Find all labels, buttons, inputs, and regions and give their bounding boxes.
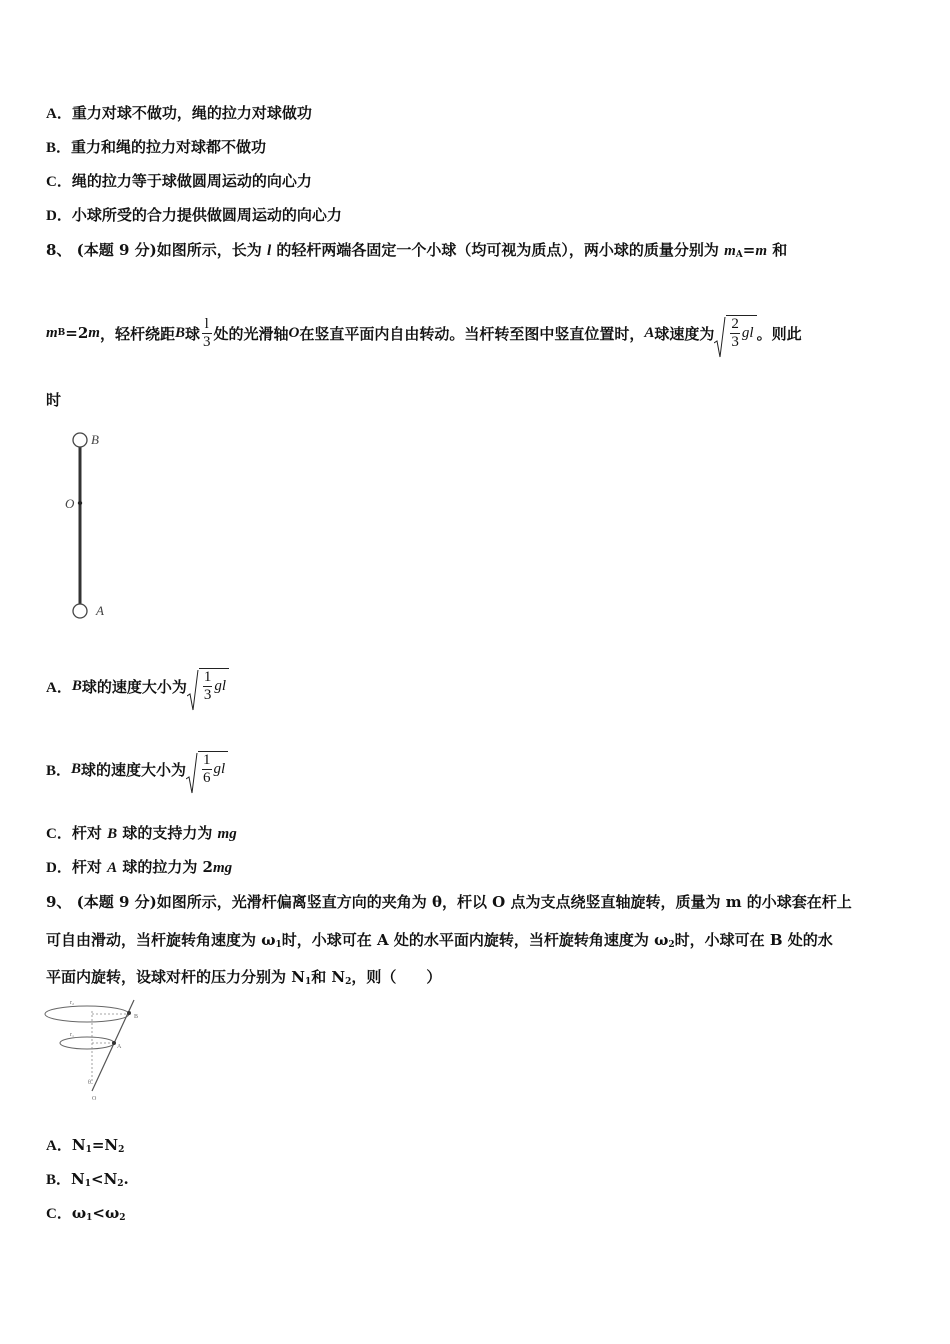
q9-option-a: A．$N_1=N_2$ <box>46 1136 125 1155</box>
q8-stem-line-3: 时 <box>46 391 62 409</box>
radical-sign-icon <box>187 670 199 712</box>
q7-option-c: C．绳的拉力等于球做圆周运动的向心力 <box>46 172 312 190</box>
pivot-o-icon <box>78 501 82 505</box>
q7-option-d: D．小球所受的合力提供做圆周运动的向心力 <box>46 206 342 224</box>
ball-at-b-icon <box>127 1011 131 1015</box>
q9-stem-line-2: 可自由滑动，当杆旋转角速度为 $\omega_1$时，小球可在 A 处的水平面内旋转，当杆旋转角速度为 $\omega_2$时，小球可在 B 处的水 <box>46 931 833 950</box>
q9-option-c: C．$\omega_1<\omega_2$ <box>46 1204 126 1223</box>
label-r1: r₁ <box>70 1032 75 1038</box>
fraction-l-over-3: $\frac{l}{3}$ <box>203 315 211 350</box>
q7-option-a: A．重力对球不做功，绳的拉力对球做功 <box>46 104 312 122</box>
q8-rod-figure <box>62 428 122 624</box>
label-theta: θ <box>88 1080 91 1086</box>
q8-option-b: B． B 球的速度大小为 $\frac{1}{6}$ gl <box>46 740 228 798</box>
label-o: O <box>65 496 75 511</box>
q7-option-b: B．重力和绳的拉力对球都不做功 <box>46 138 267 156</box>
q9-option-b: B．$N_1<N_2$. <box>46 1170 129 1189</box>
sqrt-2-3-gl: $\frac{2}{3}$ gl <box>714 315 756 351</box>
label-b: B <box>91 432 99 447</box>
label-b: B <box>134 1014 139 1020</box>
ball-b-icon <box>73 433 87 447</box>
q8-option-d: D．杆对 A 球的拉力为 2mg <box>46 858 233 876</box>
sqrt-1-3-gl: $\frac{1}{3}$ gl <box>187 668 229 704</box>
q8-option-a: A． B 球的速度大小为 $\frac{1}{3}$ gl <box>46 657 229 715</box>
label-r2: r₂ <box>70 1000 75 1006</box>
q8-stem-line-1: 8、 (本题 9 分)如图所示，长为 l 的轻杆两端各固定一个小球（均可视为质点），两小球的质量分别为 $m_A=m$ 和 <box>46 241 788 260</box>
label-a: A <box>96 603 104 618</box>
radical-sign-icon <box>714 317 726 359</box>
label-o: O <box>92 1096 97 1102</box>
q8-stem-line-2: m B =2 m ，轻杆绕距 B 球 $\frac{l}{3}$ 处的光滑轴 O 在竖直平面内自由转动。当杆转至图中竖直位置时， A 球速度为 $\frac{2}{3}$ gl 。则此 <box>46 303 802 363</box>
ball-at-a-icon <box>112 1041 116 1045</box>
sqrt-1-6-gl: $\frac{1}{6}$ gl <box>186 751 228 787</box>
q9-stem-line-1: 9、 (本题 9 分)如图所示，光滑杆偏离竖直方向的夹角为 θ，杆以 O 点为支点绕竖直轴旋转，质量为 m 的小球套在杆上 <box>46 893 852 911</box>
ball-a-icon <box>73 604 87 618</box>
radical-sign-icon <box>186 753 198 795</box>
q8-option-c: C．杆对 B 球的支持力为 mg <box>46 824 237 842</box>
label-a: A <box>117 1044 122 1050</box>
q9-stem-line-3: 平面内旋转，设球对杆的压力分别为 $N_1$和 $N_2$，则（ ） <box>46 968 442 987</box>
q9-cone-figure <box>42 996 152 1106</box>
